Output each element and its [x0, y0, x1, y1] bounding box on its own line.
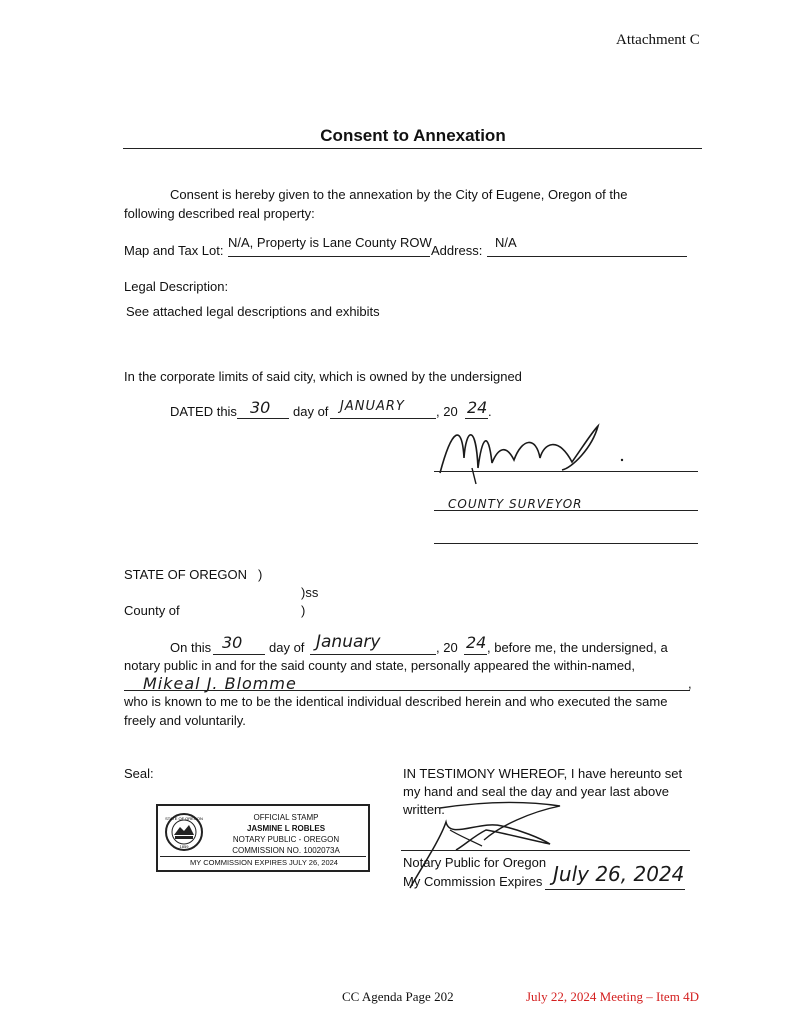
- on-this-middle: day of: [269, 640, 305, 655]
- intro-line-1: Consent is hereby given to the annexation by the City of Eugene, Oregon of the: [170, 187, 628, 202]
- notary-text-line-2: who is known to me to be the identical individual described herein and who executed the same: [124, 694, 668, 709]
- intro-line-2: following described real property:: [124, 206, 315, 221]
- notary-signature-line: [401, 850, 690, 851]
- seal-year-text: 1859: [179, 844, 189, 849]
- notary-text-line-3: freely and voluntarily.: [124, 713, 246, 728]
- appeared-name-line: [124, 690, 690, 691]
- on-this-year-value[interactable]: 24: [466, 633, 487, 652]
- stamp-divider: [160, 856, 366, 857]
- signer-title-line: [434, 510, 698, 511]
- stamp-line-1: OFFICIAL STAMP: [253, 813, 319, 822]
- county-paren: ): [301, 603, 306, 618]
- dated-month-value[interactable]: JANUARY: [340, 399, 405, 414]
- legal-value[interactable]: See attached legal descriptions and exhibits: [126, 304, 380, 319]
- on-this-prefix: On this: [170, 640, 212, 655]
- appeared-name-comma: ,: [688, 676, 692, 691]
- stamp-line-4: COMMISSION NO. 1002073A: [232, 846, 340, 855]
- address-value[interactable]: N/A: [495, 235, 517, 250]
- signer-title[interactable]: COUNTY SURVEYOR: [448, 497, 583, 511]
- surveyor-signature-line: [434, 471, 698, 472]
- notary-label-1: Notary Public for Oregon: [403, 855, 547, 870]
- appeared-name[interactable]: Mikeal J. Blomme: [143, 674, 297, 693]
- county-label: County of: [124, 603, 180, 618]
- seal-top-text: STATE OF OREGON: [165, 816, 203, 821]
- footer-meeting: July 22, 2024 Meeting – Item 4D: [526, 989, 699, 1004]
- stamp-line-2: JASMINE L ROBLES: [246, 824, 326, 833]
- state-paren: ): [258, 567, 263, 582]
- state-label: STATE OF OREGON: [124, 567, 248, 582]
- dated-month-line: [330, 418, 436, 419]
- on-this-month-line: [310, 654, 436, 655]
- on-this-year-prefix: , 20: [436, 640, 458, 655]
- map-tax-label: Map and Tax Lot:: [124, 243, 224, 258]
- dated-year-value[interactable]: 24: [467, 398, 488, 417]
- on-this-month-value[interactable]: January: [316, 632, 381, 652]
- attachment-label: Attachment C: [616, 32, 700, 48]
- stamp-line-5: MY COMMISSION EXPIRES JULY 26, 2024: [190, 858, 338, 867]
- testimony-line-3: written.: [403, 802, 445, 817]
- map-tax-value[interactable]: N/A, Property is Lane County ROW: [228, 235, 432, 250]
- on-this-suffix: , before me, the undersigned, a: [487, 640, 668, 655]
- notary-text-line-1: notary public in and for the said county and state, personally appeared the within-named,: [124, 658, 635, 673]
- map-tax-line: [228, 256, 430, 257]
- commission-expires-value[interactable]: July 26, 2024: [553, 862, 685, 886]
- footer-page: CC Agenda Page 202: [342, 989, 454, 1004]
- testimony-line-1: IN TESTIMONY WHEREOF, I have hereunto set: [403, 766, 683, 781]
- testimony-line-2: my hand and seal the day and year last above: [403, 784, 669, 799]
- page-title: Consent to Annexation: [320, 126, 506, 145]
- commission-expires-line: [545, 889, 685, 890]
- address-label: Address:: [431, 243, 483, 258]
- dated-middle: day of: [293, 404, 329, 419]
- surveyor-signature: [432, 418, 652, 486]
- on-this-day-value[interactable]: 30: [222, 633, 243, 652]
- dated-prefix: DATED this: [170, 404, 237, 419]
- address-line: [487, 256, 687, 257]
- on-this-year-line: [464, 654, 487, 655]
- stamp-line-3: NOTARY PUBLIC - OREGON: [232, 835, 340, 844]
- dated-year-prefix: , 20: [436, 404, 458, 419]
- dated-day-value[interactable]: 30: [250, 398, 271, 417]
- legal-label: Legal Description:: [124, 279, 229, 294]
- dated-suffix: .: [488, 404, 492, 419]
- title-underline: [123, 148, 702, 149]
- official-stamp: [156, 804, 370, 872]
- on-this-day-line: [213, 654, 265, 655]
- dated-day-line: [237, 418, 289, 419]
- oregon-seal-icon: [164, 811, 204, 853]
- notary-label-2: My Commission Expires: [403, 874, 543, 889]
- ss-label: )ss: [301, 585, 319, 600]
- seal-label: Seal:: [124, 766, 154, 781]
- corporate-text: In the corporate limits of said city, which is owned by the undersigned: [124, 369, 522, 384]
- extra-line: [434, 543, 698, 544]
